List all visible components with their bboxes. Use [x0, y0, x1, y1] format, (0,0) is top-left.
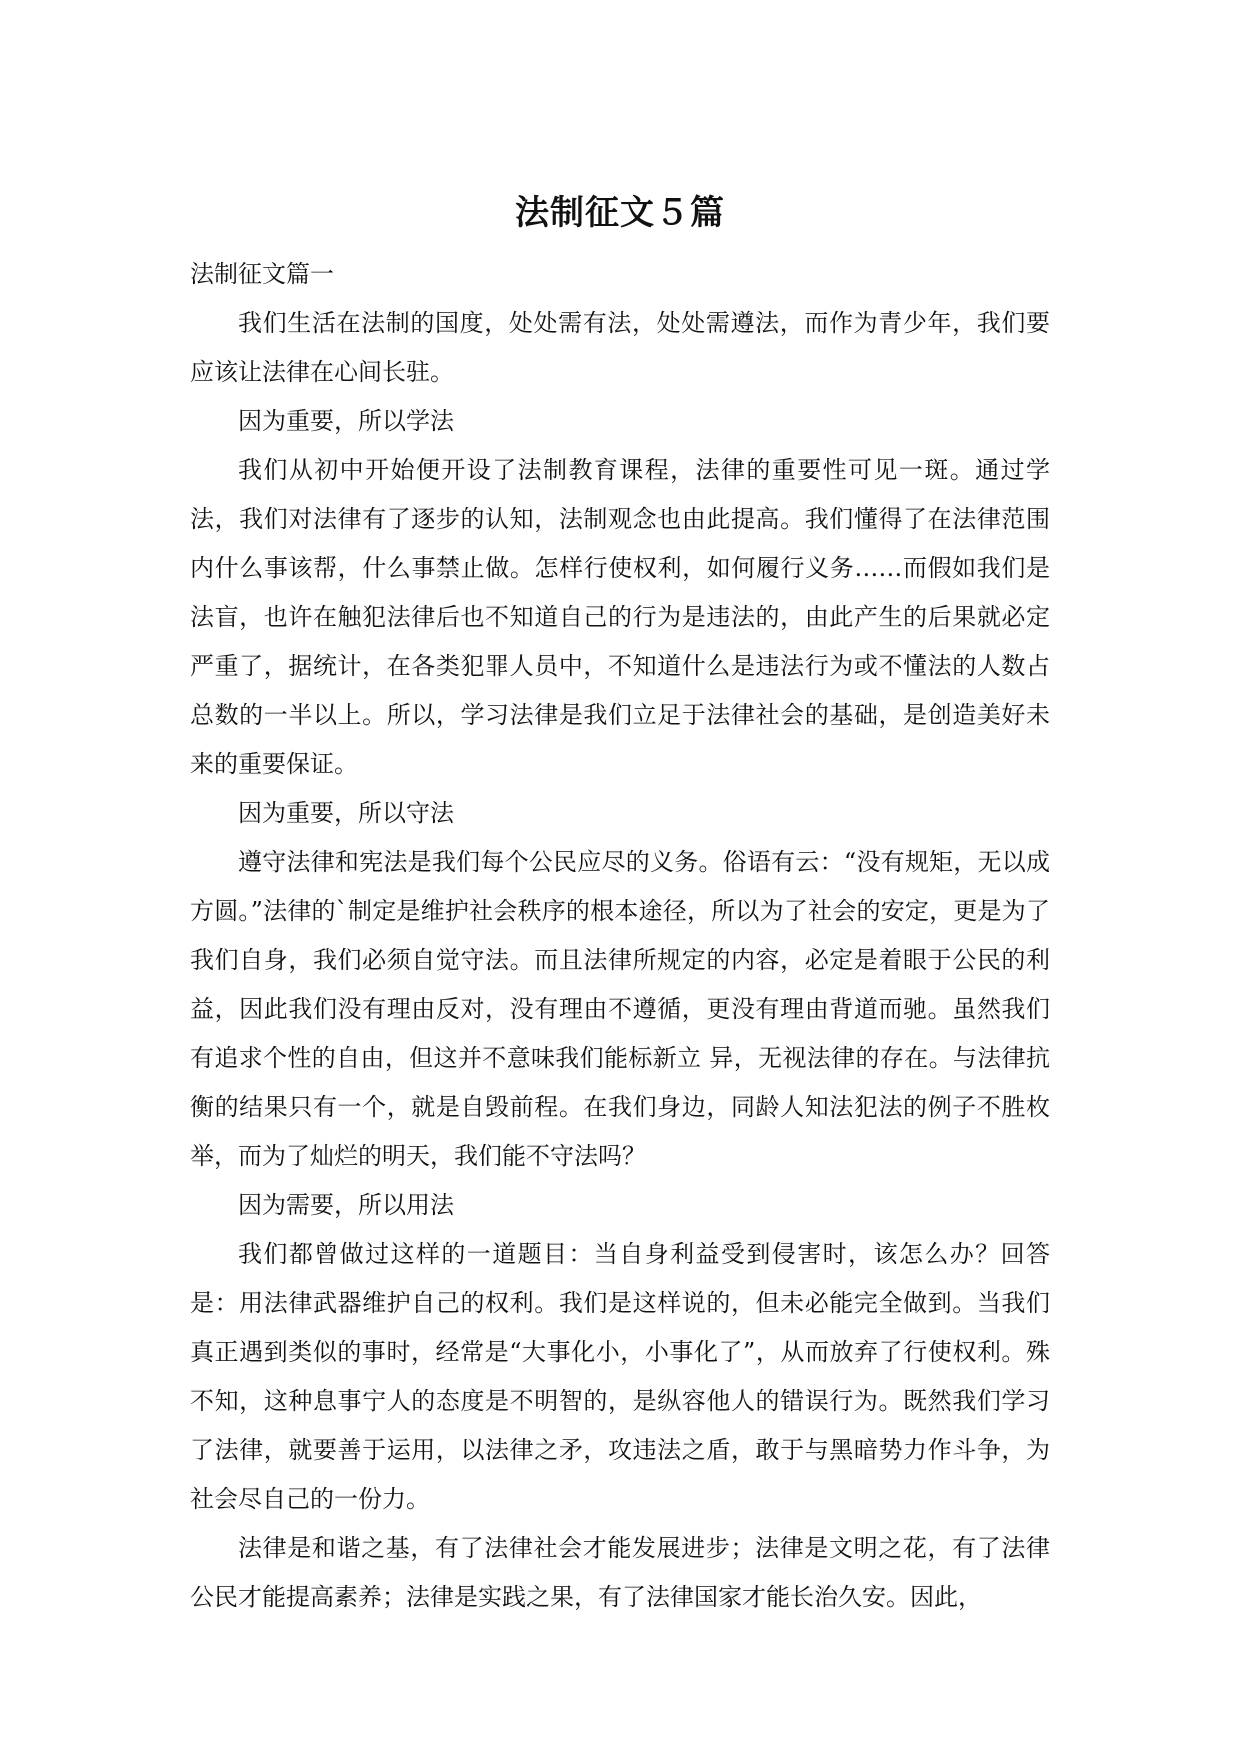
document-title: 法制征文５篇 — [515, 193, 725, 233]
paragraph-intro: 我们生活在法制的国度，处处需有法，处处需遵法，而作为青少年，我们要应该让法律在心间长驻。 — [190, 309, 1050, 386]
paragraph-use-law: 我们都曾做过这样的一道题目：当自身利益受到侵害时，该怎么办？回答是：用法律武器维护自己的权利。我们是这样说的，但未必能完全做到。当我们真正遇到类似的事时，经常是“大事化小，小事化了”，从而放弃了行使权利。殊不知，这种息事宁人的态度是不明智的，是纵容他人的错误行为。既然我们学习了法律，就要善于运用，以法律之矛，攻违法之盾，敢于与黑暗势力作斗争，为社会尽自己的一份力。 — [190, 1240, 1050, 1513]
document-body — [190, 188, 1050, 1622]
paragraph-obey-law: 遵守法律和宪法是我们每个公民应尽的义务。俗语有云：“没有规矩，无以成方圆。”法律的`制定是维护社会秩序的根本途径，所以为了社会的安定，更是为了我们自身，我们必须自觉守法。而且法律所规定的内容，必定是着眼于公民的利益，因此我们没有理由反对，没有理由不遵循，更没有理由背道而驰。虽然我们有追求个性的自由，但这并不意味我们能标新立 异，无视法律的存在。与法律抗衡的结果只有一个，就是自毁前程。在我们身边，同龄人知法犯法的例子不胜枚举，而为了灿烂的明天，我们能不守法吗？ — [190, 848, 1050, 1170]
paragraph-conclusion: 法律是和谐之基，有了法律社会才能发展进步；法律是文明之花，有了法律公民才能提高素养；法律是实践之果，有了法律国家才能长治久安。因此， — [190, 1534, 1050, 1611]
paragraph-learn-law: 我们从初中开始便开设了法制教育课程，法律的重要性可见一斑。通过学法，我们对法律有了逐步的认知，法制观念也由此提高。我们懂得了在法律范围内什么事该帮，什么事禁止做。怎样行使权利，如何履行义务……而假如我们是法盲，也许在触犯法律后也不知道自己的行为是违法的，由此产生的后果就必定严重了，据统计，在各类犯罪人员中，不知道什么是违法行为或不懂法的人数占总数的一半以上。所以，学习法律是我们立足于法律社会的基础，是创造美好未来的重要保证。 — [190, 456, 1050, 778]
subheading-obey-law: 因为重要，所以守法 — [238, 799, 454, 827]
section-heading: 法制征文篇一 — [190, 260, 334, 288]
subheading-use-law: 因为需要，所以用法 — [238, 1191, 454, 1219]
subheading-learn-law: 因为重要，所以学法 — [238, 407, 454, 435]
